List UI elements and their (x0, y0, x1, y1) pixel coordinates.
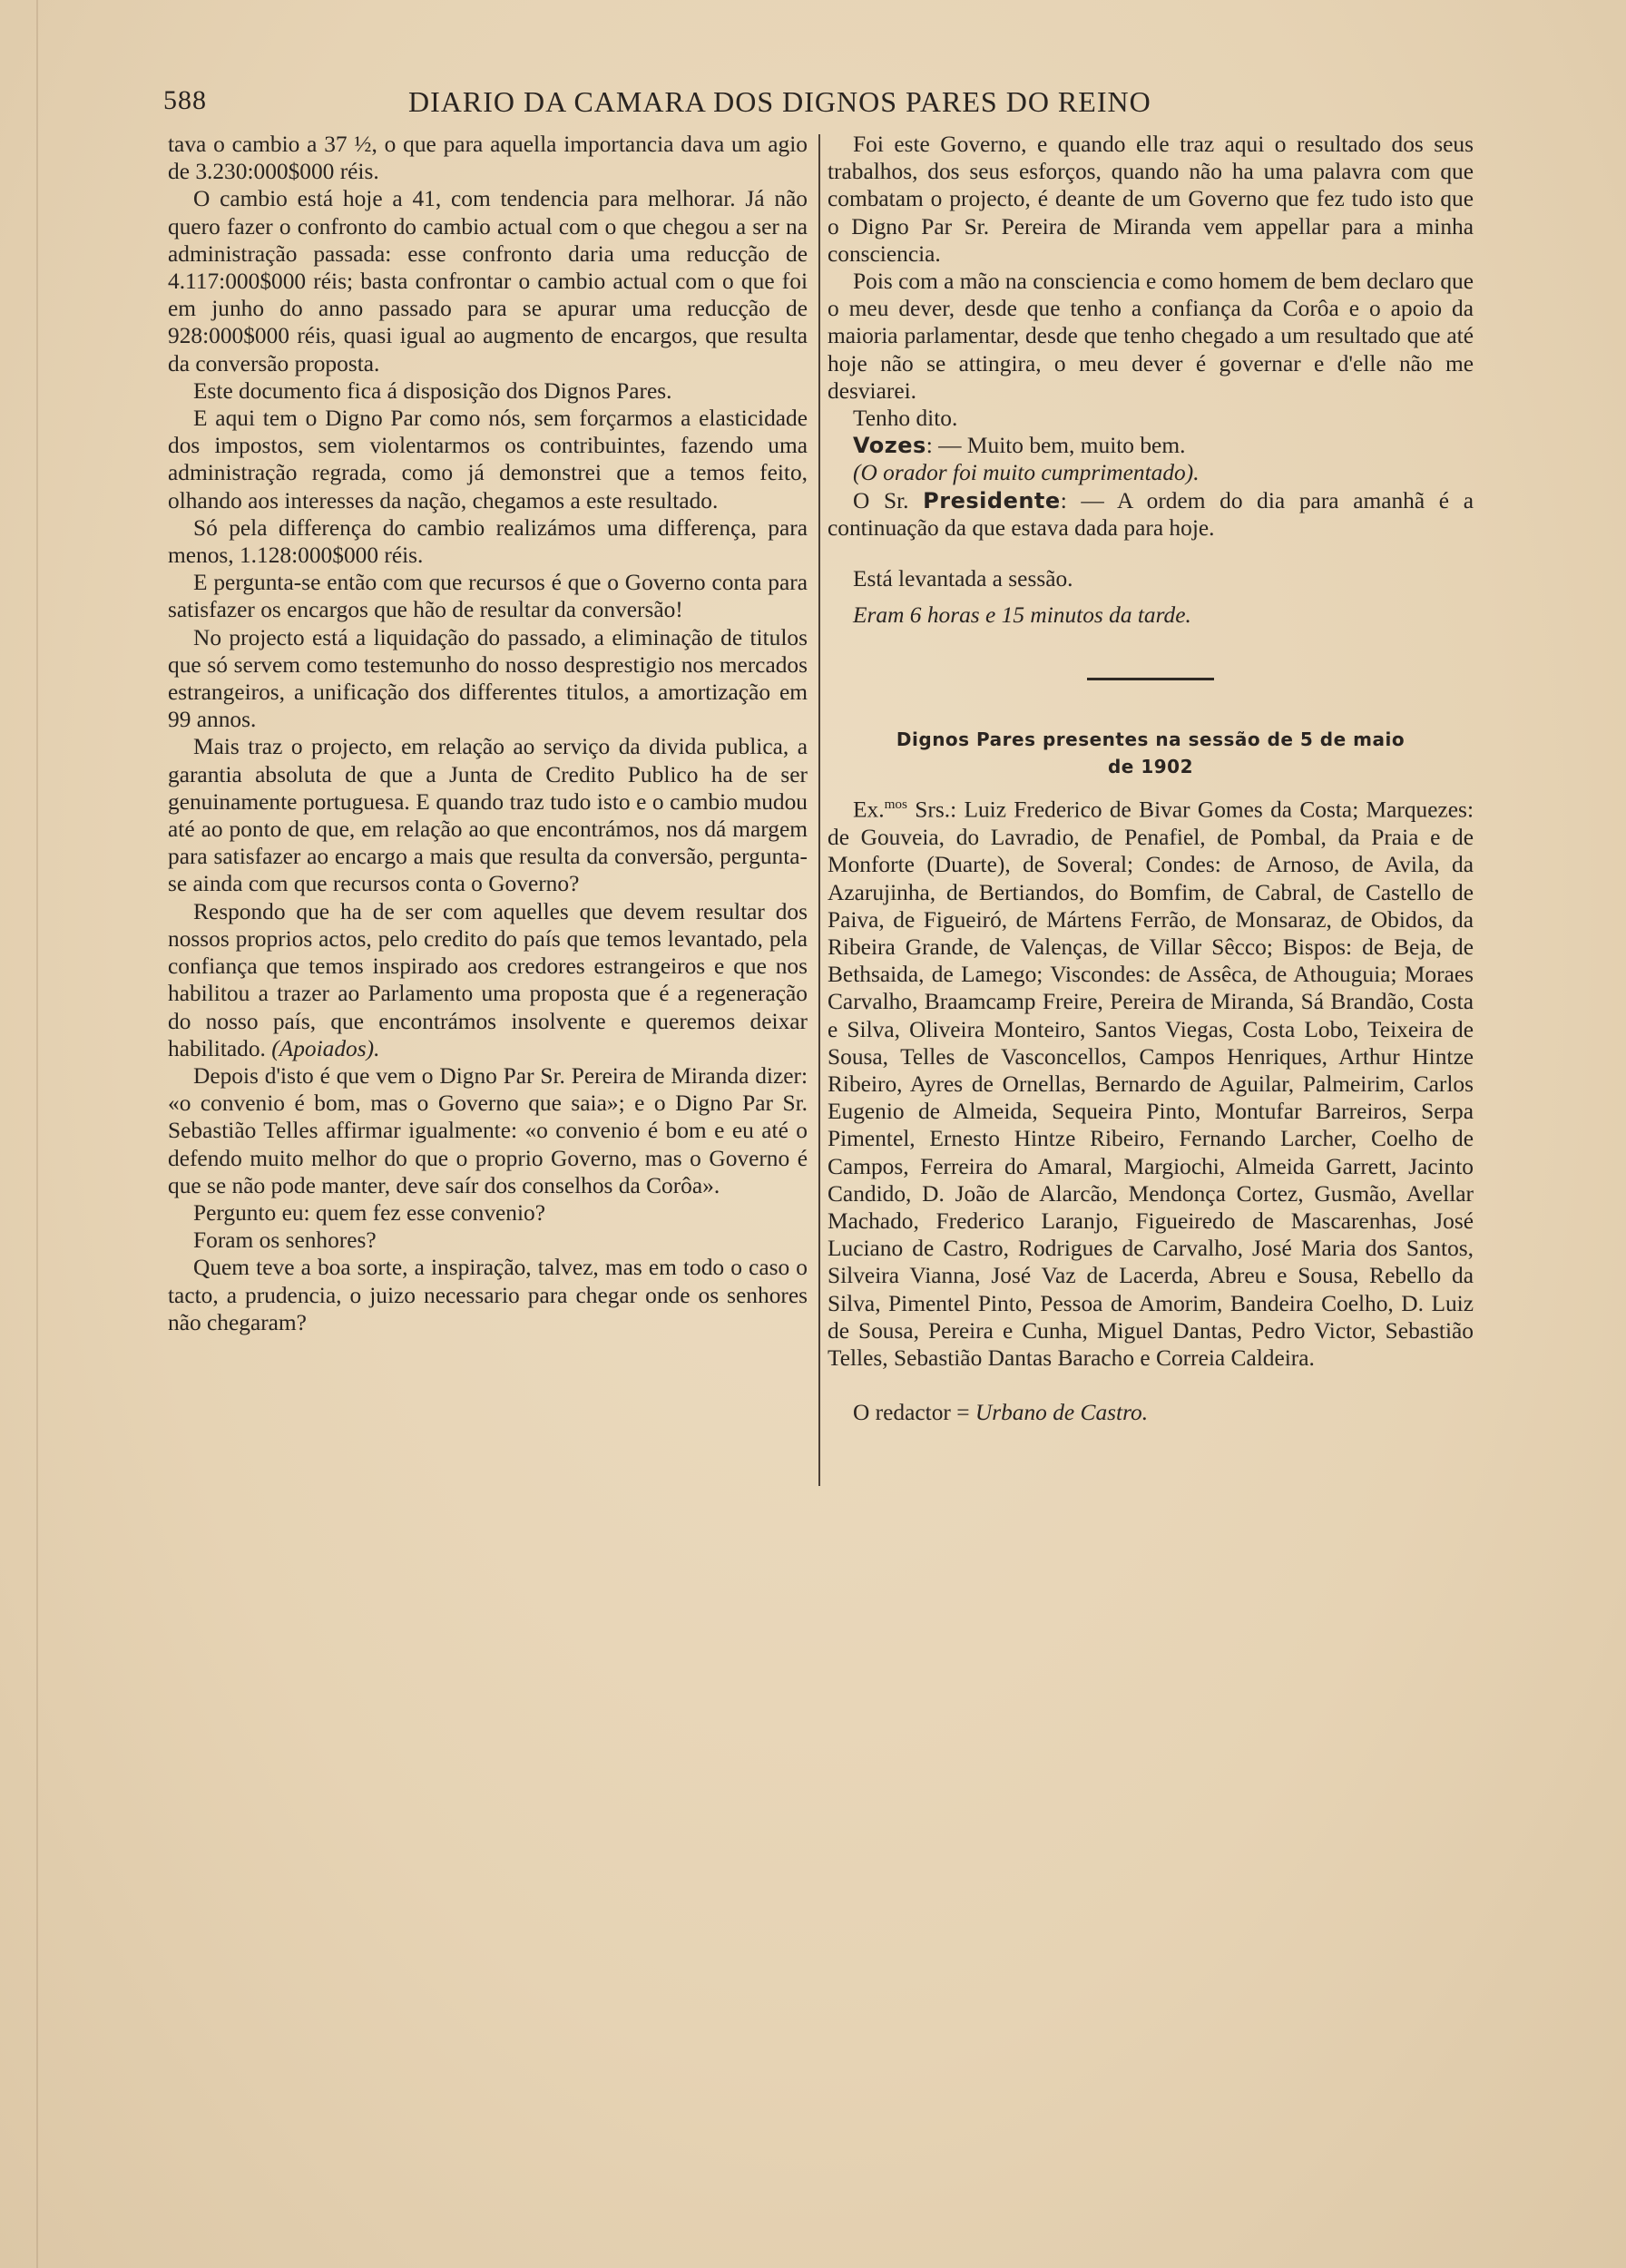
present-prefix: Ex. (853, 797, 885, 823)
presidente-text: : — A ordem do dia para amanhã é a continuação da que estava dada para hoje. (828, 487, 1474, 541)
right-paragraph: Pois com a mão na consciencia e como homem de bem declaro que o meu dever, desde que tenho a confiança da Corôa e o apoio da maioria parlamentar, desde que tenho chegado a um resultado que até hoje não se attingira, o meu dever é governar e d'elle não me desviarei. (828, 269, 1474, 404)
left-paragraph (168, 1199, 808, 1227)
present-sup: mos (884, 797, 907, 813)
left-paragraph (168, 624, 808, 734)
paragraph-text: Pergunto eu: quem fez esse convenio? (193, 1199, 546, 1226)
closing-time: Eram 6 horas e 15 minutos da tarde. (853, 602, 1191, 629)
presidente-prefix: O Sr. (853, 487, 909, 513)
vozes-paragraph (828, 432, 1474, 459)
presidente-paragraph (828, 487, 1474, 542)
presidente-label: Presidente (923, 487, 1061, 513)
present-names: Srs.: Luiz Frederico de Bivar Gomes da Costa; Marquezes: de Gouveia, do Lavradio, de Penafiel, de Pombal, da Praia e de Monforte (Duarte), de Soveral; Condes: de Arnoso, de Avila, da Azarujinha, de Bertiandos, do Bomfim, de Cabral, de Castello de Paiva, de Figueiró, de Mártens Ferrão, de Monsaraz, de Obidos, da Ribeira Grande, de Valenças, de Villar Sêcco; Bispos: de Beja, de Bethsaida, de Lamego; Viscondes: de Assêca, de Athouguia; Moraes Carvalho, Braamcamp Freire, Pereira de Miranda, Sá Brandão, Costa e Silva, Oliveira Monteiro, Santos Viegas, Costa Lobo, Teixeira de Sousa, Telles de Vasconcellos, Campos Henriques, Arthur Hintze Ribeiro, Ayres de Ornellas, Bernardo de Aguilar, Palmeirim, Carlos Eugenio de Almeida, Sequeira Pinto, Montufar Barreiros, Serpa Pimentel, Ernesto Hintze Ribeiro, Fernando Larcher, Coelho de Campos, Ferreira do Amaral, Margiochi, Almeida Garrett, Jacinto Candido, D. João de Alarcão, Mendonça Cortez, Gusmão, Avellar Machado, Frederico Laranjo, Figueiredo de Mascarenhas, José Luciano de Castro, Rodrigues de Carvalho, José Maria dos Santos, Silveira Vianna, José Vaz de Lacerda, Abreu e Sousa, Rebello da Silva, Pimentel Pinto, Pessoa de Amorim, Bandeira Coelho, D. Luiz de Sousa, Pereira e Cunha, Miguel Dantas, Pedro Victor, Sebastião Telles, Sebastião Dantas Baracho e Correia Caldeira. (828, 797, 1474, 1371)
left-paragraph (168, 898, 808, 1062)
section-title-line2: de 1902 (1107, 756, 1193, 778)
paragraph-italic-tail: (Apoiados). (271, 1035, 380, 1061)
paragraph-text: Só pela differença do cambio realizámos uma differença, para menos, 1.128:000$000 réis. (168, 514, 808, 569)
paragraph-text: No projecto está a liquidação do passado, a eliminação de titulos que só servem como testemunho do nosso desprestigio nos mercados estrangeiros, a unificação dos differentes titulos, a amortização em 99 annos. (168, 624, 808, 733)
left-paragraph (168, 733, 808, 897)
present-list (828, 791, 1474, 1372)
paragraph-text: tava o cambio a 37 ½, o que para aquella importancia dava um agio de 3.230:000$000 réis. (168, 132, 808, 185)
section-title (828, 726, 1474, 780)
section-rule (1087, 678, 1214, 680)
left-paragraph (168, 377, 808, 405)
right-column (828, 131, 1474, 1426)
paragraph-text: O cambio está hoje a 41, com tendencia para melhorar. Já não quero fazer o confronto do cambio actual com o que chegou a ser na administração passada: esse confronto daria uma reducção de 4.117:000$000 réis; basta confrontar o cambio actual com o que foi em junho do anno passado para se apurar uma reducção de 928:000$000 réis, quasi igual ao augmento de encargos, que resulta da conversão proposta. (168, 186, 808, 376)
left-paragraph (168, 1227, 808, 1254)
redactor-line (828, 1399, 1474, 1426)
left-paragraph (168, 1254, 808, 1336)
paragraph-text: Mais traz o projecto, em relação ao serviço da divida publica, a garantia absoluta de que a Junta de Credito Publico ha de ser genuinamente portuguesa. E quando traz tudo isto e o cambio mudou até ao ponto de que, em relação ao que encontrámos, nos dá margem para satisfazer ao encargo a mais que resulta da conversão, pergunta-se ainda com que recursos conta o Governo? (168, 734, 808, 897)
column-divider (818, 134, 820, 1486)
paragraph-text: Depois d'isto é que vem o Digno Par Sr. Pereira de Miranda dizer: «o convenio é bom, mas o Governo que saia»; e o Digno Par Sr. Sebastião Telles affirmar igualmente: «o convenio é bom e eu até o defendo muito melhor do que o proprio Governo, mas o Governo é que se não pode manter, deve saír dos conselhos da Corôa». (168, 1062, 808, 1198)
page-header (163, 80, 1234, 125)
left-paragraph (168, 1062, 808, 1199)
vozes-text: : — Muito bem, muito bem. (926, 433, 1186, 459)
paragraph-text: E pergunta-se então com que recursos é que o Governo conta para satisfazer os encargos que hão de resultar da conversão! (168, 570, 808, 623)
left-paragraph (168, 514, 808, 569)
orador-note: (O orador foi muito cumprimentado). (853, 460, 1200, 486)
paragraph-text: E aqui tem o Digno Par como nós, sem forçarmos a elasticidade dos impostos, sem violentarmos os contribuintes, fazendo uma administração regrada, como já demonstrei que a temos feito, olhando aos interesses da nação, chegamos a este resultado. (168, 406, 808, 513)
left-column (168, 131, 808, 1336)
paragraph-text: Quem teve a boa sorte, a inspiração, talvez, mas em todo o caso o tacto, a prudencia, o juizo necessario para chegar onde os senhores não chegaram? (168, 1255, 808, 1335)
page-fold-line (36, 0, 38, 2268)
left-paragraph (168, 131, 808, 185)
paragraph-text: Este documento fica á disposição dos Dignos Pares. (193, 377, 672, 404)
right-paragraph: Tenho dito. (853, 406, 958, 432)
redactor-label: O redactor = (853, 1400, 975, 1426)
paragraph-text: Foram os senhores? (193, 1227, 377, 1254)
page-number: 588 (163, 85, 207, 115)
section-title-line1: Dignos Pares presentes na sessão de 5 de maio (896, 728, 1406, 751)
left-paragraph (168, 569, 808, 623)
paragraph-text: Respondo que ha de ser com aquelles que devem resultar dos nossos proprios actos, pelo credito do país que temos levantado, pela confiança que temos inspirado aos credores estrangeiros e que nos habilitou a trazer ao Parlamento uma proposta que é a regeneração do nosso país, que encontrámos insolvente e queremos deixar habilitado. (168, 898, 808, 1061)
sessao-levantada: Está levantada a sessão. (853, 566, 1073, 592)
left-paragraph (168, 405, 808, 514)
redactor-name: Urbano de Castro. (975, 1400, 1149, 1426)
running-title: DIARIO DA CAMARA DOS DIGNOS PARES DO REINO (408, 85, 1151, 118)
vozes-label: Vozes (853, 433, 926, 459)
right-paragraph: Foi este Governo, e quando elle traz aqui o resultado dos seus trabalhos, dos seus esforços, quando não ha uma palavra com que combatam o projecto, é deante de um Governo que fez tudo isto que o Digno Par Sr. Pereira de Miranda vem appellar para a minha consciencia. (828, 132, 1474, 267)
left-paragraph (168, 185, 808, 376)
right-paragraphs (828, 131, 1474, 432)
